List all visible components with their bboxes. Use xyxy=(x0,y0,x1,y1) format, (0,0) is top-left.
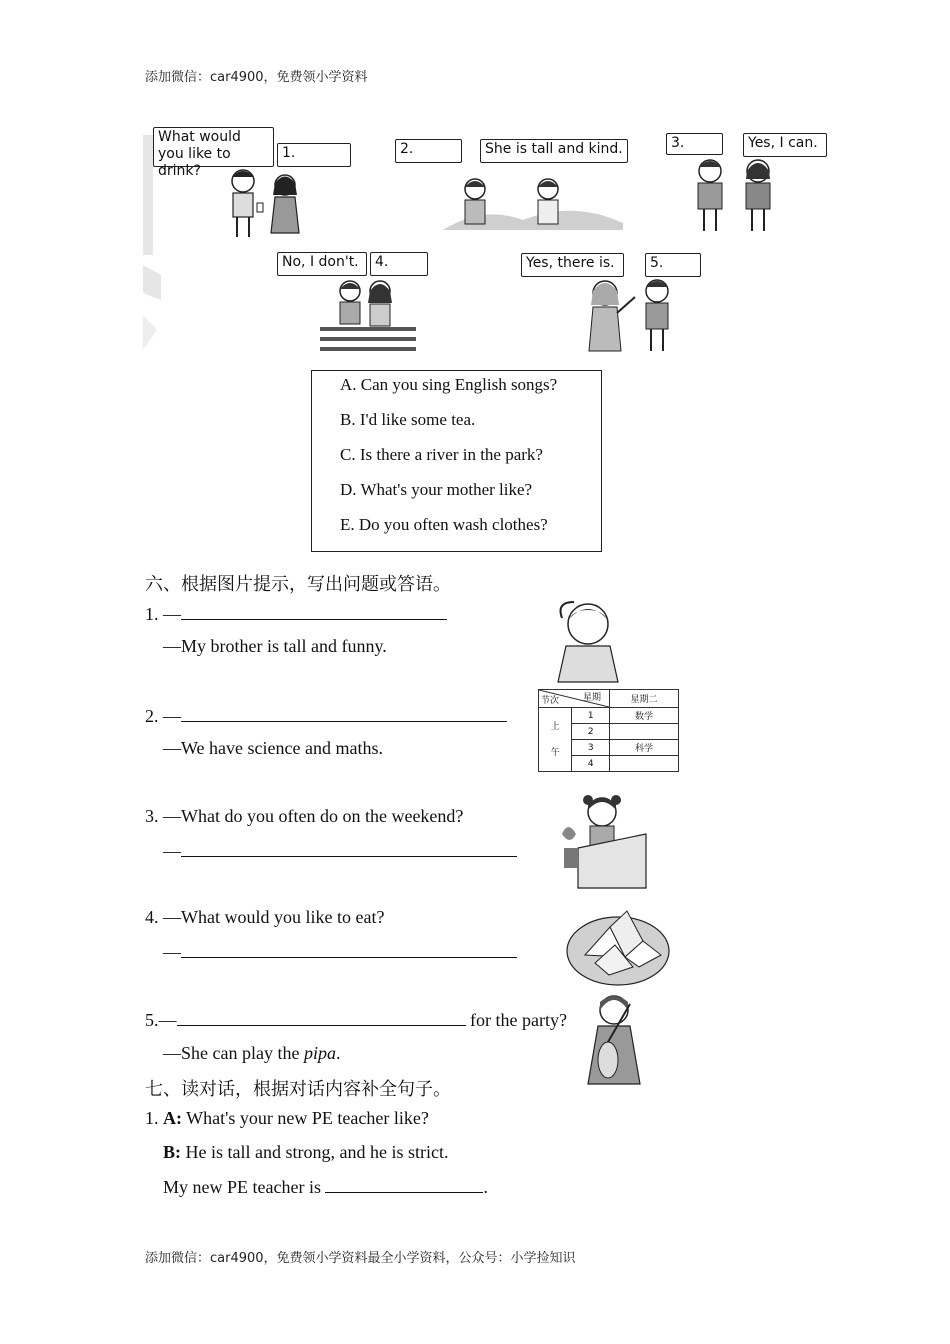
option-e: E. Do you often wash clothes? xyxy=(340,515,548,534)
timetable-corner xyxy=(539,690,610,708)
q5-line xyxy=(145,1009,567,1031)
speech-bubble-5-question: 5. xyxy=(645,253,701,277)
q3-question: 3. —What do you often do on the weekend? xyxy=(145,806,464,826)
q4-question: 4. —What would you like to eat? xyxy=(145,907,385,927)
speaker-b-text: He is tall and strong, and he is strict. xyxy=(181,1142,449,1162)
q2-prefix: 2. — xyxy=(145,706,181,726)
girl-boy-park-illustration xyxy=(573,275,683,353)
section-6-title: 六、根据图片提示，写出问题或答语。 xyxy=(145,574,451,594)
timetable-corner-period: 节次 xyxy=(541,696,560,706)
q3-prefix: — xyxy=(163,841,181,861)
q5-suffix: for the party? xyxy=(465,1010,567,1030)
speaker-a-label: A: xyxy=(163,1108,182,1128)
q4-prefix: — xyxy=(163,942,181,962)
speaker-b-label: B: xyxy=(163,1142,181,1162)
q1-line xyxy=(145,603,447,625)
q1-prefix: 1. — xyxy=(145,604,181,624)
timetable-corner-day: 星期 xyxy=(582,693,601,703)
q2-blank[interactable] xyxy=(181,705,507,722)
q2-answer: —We have science and maths. xyxy=(163,738,383,758)
timetable-cell-4 xyxy=(610,756,679,772)
boy-girl-drink-illustration xyxy=(213,165,313,240)
q3-line xyxy=(163,840,517,862)
s7-fill-suffix: . xyxy=(483,1177,488,1197)
s7-fill-blank[interactable] xyxy=(325,1176,483,1193)
timetable-period-1: 1 xyxy=(572,708,610,724)
timetable-cell-2 xyxy=(610,724,679,740)
timetable-morning-b: 午 xyxy=(550,747,560,758)
section-7-title: 七、读对话，根据对话内容补全句子。 xyxy=(145,1079,451,1099)
q1-answer: —My brother is tall and funny. xyxy=(163,636,387,656)
s7-fill-prefix: My new PE teacher is xyxy=(163,1177,326,1197)
q3-blank[interactable] xyxy=(181,840,517,857)
q4-blank[interactable] xyxy=(181,941,517,958)
speech-bubble-4-question: 4. xyxy=(370,252,428,276)
answer-options-box xyxy=(311,370,602,552)
timetable-morning xyxy=(539,708,572,772)
q1-blank[interactable] xyxy=(181,603,447,620)
timetable xyxy=(538,689,679,772)
q5-answer-period: . xyxy=(335,1043,341,1063)
option-b: B. I'd like some tea. xyxy=(340,410,476,429)
speech-bubble-3-question: 3. xyxy=(666,133,723,155)
s7-q1-b-line xyxy=(163,1142,448,1163)
q5-answer-pipa: pipa xyxy=(303,1043,336,1063)
timetable-period-2: 2 xyxy=(572,724,610,740)
s7-q1-fill-line xyxy=(163,1176,488,1198)
s7-q1-a-line xyxy=(145,1108,429,1129)
q5-answer xyxy=(163,1043,340,1064)
option-d: D. What's your mother like? xyxy=(340,480,533,499)
children-on-bench-illustration xyxy=(318,277,418,352)
two-girls-park-illustration xyxy=(443,175,623,230)
page-header: 添加微信：car4900，免费领小学资料 xyxy=(145,70,368,85)
speaker-a-text: What's your new PE teacher like? xyxy=(182,1108,429,1128)
speech-bubble-2-answer: She is tall and kind. xyxy=(480,139,628,163)
timetable-period-3: 3 xyxy=(572,740,610,756)
q5-answer-text: —She can play the xyxy=(163,1043,304,1063)
sandwiches-plate-illustration xyxy=(565,905,671,987)
timetable-morning-a: 上 xyxy=(550,721,560,732)
s7-q1-label: 1. xyxy=(145,1108,163,1128)
speech-bubble-1-answer: 1. xyxy=(277,143,351,167)
girl-washing-clothes-illustration xyxy=(558,790,648,890)
speech-bubble-1-question: What would you like to drink? xyxy=(153,127,274,167)
option-a: A. Can you sing English songs? xyxy=(340,375,558,394)
girl-playing-pipa-illustration xyxy=(584,990,646,1086)
speech-bubble-5-answer: Yes, there is. xyxy=(521,253,624,277)
thinking-boy-illustration xyxy=(552,596,627,684)
timetable-col-tuesday: 星期二 xyxy=(610,690,679,708)
timetable-period-4: 4 xyxy=(572,756,610,772)
speech-bubble-2-question: 2. xyxy=(395,139,462,163)
q5-blank[interactable] xyxy=(177,1009,466,1026)
page-footer: 添加微信：car4900，免费领小学资料最全小学资料，公众号：小学捡知识 xyxy=(145,1251,576,1266)
q5-prefix: 5.— xyxy=(145,1010,177,1030)
dialogue-picture-area xyxy=(143,125,843,357)
q2-line xyxy=(145,705,507,727)
boy-girl-singing-illustration xyxy=(688,155,788,235)
speech-bubble-4-answer: No, I don't. xyxy=(277,252,367,276)
option-c: C. Is there a river in the park? xyxy=(340,445,543,464)
timetable-cell-1: 数学 xyxy=(610,708,679,724)
speech-bubble-3-answer: Yes, I can. xyxy=(743,133,827,157)
timetable-cell-3: 科学 xyxy=(610,740,679,756)
q4-line xyxy=(163,941,517,963)
